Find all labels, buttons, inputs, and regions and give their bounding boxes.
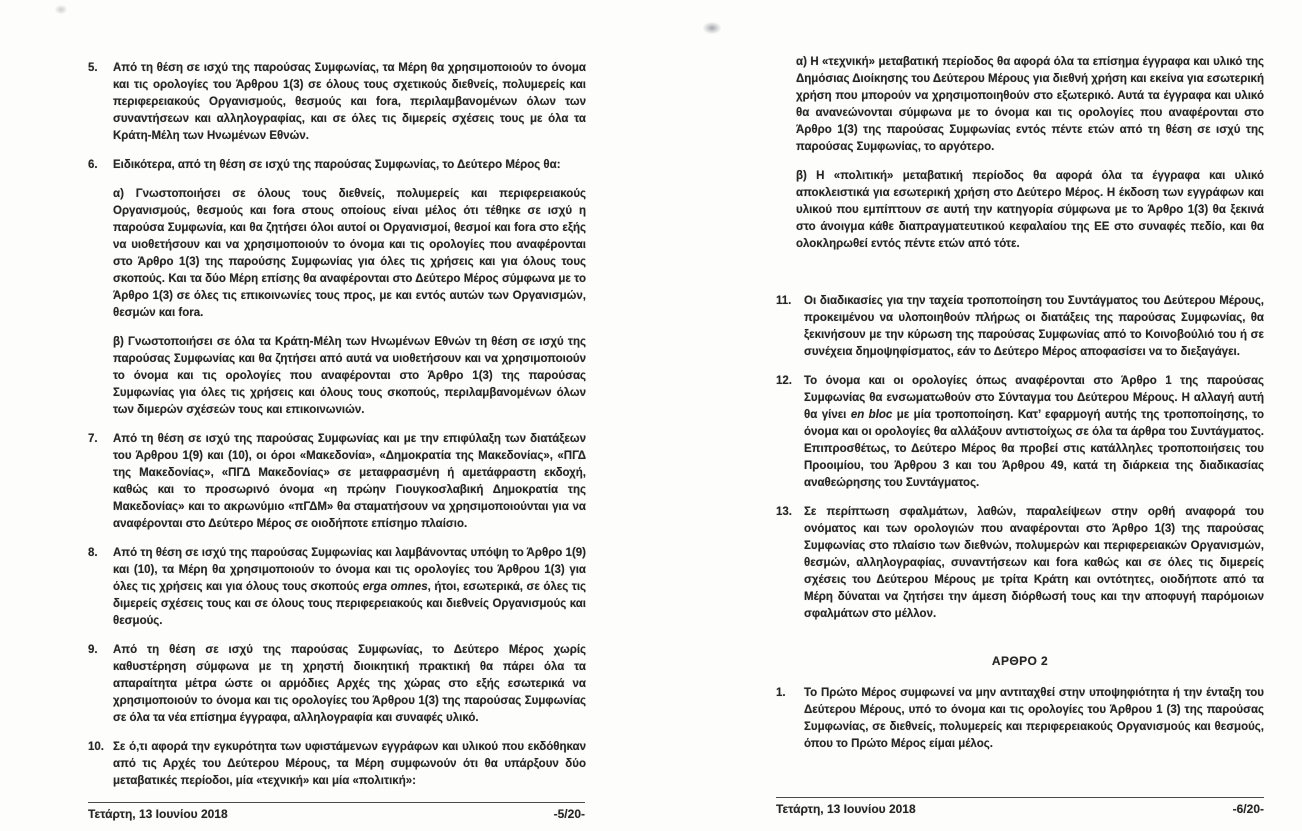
paragraph-text [804,293,1264,361]
paragraph-text [113,642,586,727]
sub-paragraph [796,54,1264,156]
subparagraph-label: α) [796,56,811,68]
paragraph-number: 8. [88,547,98,559]
subparagraph-label: α) [113,188,136,200]
footer-page-number: -6/20- [1232,802,1264,816]
paragraph-text [804,685,1264,753]
text-run: Γνωστοποιήσει σε όλα τα Κράτη-Μέλη των Ηνωμένων Εθνών τη θέση σε ισχύ της παρούσας Συμφωνίας και θα ζητήσει από αυτά να υιοθετήσουν και να χρησιμοποιούν το όνομα και τις ορολογίες που αναφέρονται στο Άρθρο 1(3) της παρούσας Συμφωνίας για όλες τις χρήσεις και όλους τους σκοπούς, περιλαμβανομένων όλων των διμερών σχέσεών τους και επικοινωνιών. [113,336,586,416]
numbered-paragraph [88,642,586,727]
text-run: με μία τροποποίηση. Κατ’ εφαρμογή αυτής της τροποποίησης, το όνομα και οι ορολογίες θα αλλάξουν αντιστοίχως σε όλα τα άρθρα του Συντάγματος. Επιπροσθέτως, το Δεύτερο Μέρος θα προβεί στις κατάλληλες τροποποιήσεις του Προοιμίου, του Άρθρου 3 και του Άρθρου 49, κατά τη διάρκεια της διαδικασίας αναθεώρησης του Συντάγματος. [804,409,1264,489]
text-run: , ήτοι, εσωτερικά, σε όλες τις διμερείς σχέσεις τους και σε όλους τους περιφερειακούς και διεθνείς Οργανισμούς και θεσμούς. [113,581,587,627]
sub-paragraph [113,334,586,419]
subparagraph-label: β) [796,170,817,182]
footer-page-number: -5/20- [553,807,585,821]
paragraph-number: 10. [88,741,104,753]
text-run: Από τη θέση σε ισχύ της παρούσας Συμφωνίας και με την επιφύλαξη των διατάξεων του Άρθρου 1(9) και (10), οι όροι «Μακεδονία», «Δημοκρατία της Μακεδονίας», «ΠΓΔ της Μακεδονίας», «ΠΓΔ Μακεδονίας» σε μεταφρασμένη ή αμετάφραστη εκδοχή, καθώς και το προσωρινό όνομα «η πρώην Γιουγκοσλαβική Δημοκρατία της Μακεδονίας» και το ακρωνύμιο «πΓΔΜ» θα σταματήσουν να χρησιμοποιούνται για να αναφέρονται στο Δεύτερο Μέρος σε οιοδήποτε επίσημο πλαίσιο. [113,433,586,530]
numbered-paragraph [776,373,1264,492]
footer-date: Τετάρτη, 13 Ιουνίου 2018 [776,802,916,816]
numbered-paragraph [776,685,1264,753]
text-run: Από τη θέση σε ισχύ της παρούσας Συμφωνίας, τα Μέρη θα χρησιμοποιούν το όνομα και τις ορολογίες του Άρθρου 1(3) σε όλους τους σχετικούς διεθνείς, πολυμερείς και περιφερειακούς Οργανισμούς, θεσμούς και fora, περιλαμβανομένων όλων των συναντήσεων και αλληλογραφίας, και σε όλες τις διμερείς σχέσεις τους με όλα τα Κράτη-Μέλη των Ηνωμένων Εθνών. [113,62,586,142]
numbered-paragraph [88,157,586,174]
subparagraph-label: β) [113,336,129,348]
text-run: ΑΡΘΡΟ 2 [991,654,1049,668]
sub-paragraph [113,186,586,322]
numbered-paragraph [88,431,586,533]
paragraph-number: 5. [88,62,98,74]
numbered-paragraph [88,739,586,790]
paragraph-number: 11. [776,295,792,307]
paragraph-number: 7. [88,433,98,445]
paragraph-number: 13. [776,506,792,518]
page-footer [88,802,585,821]
paragraph-text [113,60,586,145]
page-footer [776,797,1264,816]
text-run: Γνωστοποιήσει σε όλους τους διεθνείς, πολυμερείς και περιφερειακούς Οργανισμούς, θεσμούς και fora στους οποίους είναι μέλος ότι τέθηκε σε ισχύ η παρούσα Συμφωνία, και θα ζητήσει όλοι αυτοί οι Οργανισμοί, θεσμοί και fora στο εξής να υιοθετήσουν και να χρησιμοποιούν το όνομα και τις ορολογίες που αναφέρονται στο Άρθρο 1(3) της παρούσης Συμφωνίας για όλες τις χρήσεις και για όλους τους σκοπούς. Και τα δύο Μέρη επίσης θα αναφέρονται στο Δεύτερο Μέρος σύμφωνα με το Άρθρο 1(3) σε όλες τις επικοινωνίες τους προς, με και εντός αυτών των Οργανισμών, θεσμών και fora. [113,188,586,319]
footer-date: Τετάρτη, 13 Ιουνίου 2018 [88,807,228,821]
sub-paragraph [796,168,1264,253]
numbered-paragraph [776,293,1264,361]
paragraph-text [113,545,586,630]
paragraph-number: 1. [776,687,786,699]
document-page-left [88,0,586,831]
text-run: Η «πολιτική» μεταβατική περίοδος θα αφορά όλα τα έγγραφα και υλικό αποκλειστικά για εσωτερική χρήση στο Δεύτερο Μέρος. Η έκδοση των εγγράφων και υλικού που εμπίπτουν σε αυτή την κατηγορία σύμφωνα με το Άρθρο 1(3) θα ξεκινά στο άνοιγμα κάθε διαπραγματευτικού κεφαλαίου της ΕΕ στο συναφές πεδίο, και θα ολοκληρωθεί εντός πέντε ετών από τότε. [796,170,1264,250]
paragraph-text [804,504,1264,623]
text-run: Ειδικότερα, από τη θέση σε ισχύ της παρούσας Συμφωνίας, το Δεύτερο Μέρος θα: [113,159,561,171]
text-run: Οι διαδικασίες για την ταχεία τροποποίηση του Συντάγματος του Δεύτερου Μέρους, προκειμένου να υλοποιηθούν πλήρως οι διατάξεις της παρούσας Συμφωνίας, θα ξεκινήσουν με την κύρωση της παρούσας Συμφωνίας από το Κοινοβούλιό του ή σε συνέχεια δημοψηφίσματος, εάν το Δεύτερο Μέρος αποφασίσει να το διεξαγάγει. [804,295,1264,358]
paragraph-text [113,157,586,174]
paragraph-text [113,739,586,790]
text-run: Η «τεχνική» μεταβατική περίοδος θα αφορά όλα τα επίσημα έγγραφα και υλικό της Δημόσιας Διοίκησης του Δεύτερου Μέρους για διεθνή χρήση και εκείνα για εσωτερική χρήση που μπορούν να χρησιμοποιηθούν στο εξωτερικό. Αυτά τα έγγραφα και υλικό θα ανανεώνονται σύμφωνα με το όνομα και τις ορολογίες που αναφέρονται στο Άρθρο 1(3) της παρούσας Συμφωνίας εντός πέντε ετών από τη θέση σε ισχύ της παρούσας Συμφωνίας, το αργότερο. [796,56,1264,153]
article-heading [776,653,1264,669]
scan-artifact [703,22,721,34]
text-run: en bloc [850,409,893,421]
paragraph-text [113,431,586,533]
paragraph-number: 6. [88,159,98,171]
text-run: Από τη θέση σε ισχύ της παρούσας Συμφωνίας και λαμβάνοντας υπόψη το Άρθρο 1(9) και (10), τα Μέρη θα χρησιμοποιούν το όνομα και τις ορολογίες του Άρθρου 1(3) για όλες τις χρήσεις και για όλους τους σκοπούς [113,547,586,593]
scan-artifact [55,5,67,14]
text-run: Από τη θέση σε ισχύ της παρούσας Συμφωνίας, το Δεύτερο Μέρος χωρίς καθυστέρηση σύμφωνα με τη χρηστή διοικητική πρακτική θα πάρει όλα τα απαραίτητα μέτρα ώστε οι αρμόδιες Αρχές της χώρας στο εξής εσωτερικά να χρησιμοποιούν το όνομα και τις ορολογίες του Άρθρου 1(3) της παρούσας Συμφωνίας σε όλα τα νέα επίσημα έγγραφα, αλληλογραφία και συναφές υλικό. [113,644,586,724]
numbered-paragraph [776,504,1264,623]
text-run: erga omnes [362,581,428,593]
numbered-paragraph [88,60,586,145]
paragraph-number: 12. [776,375,792,387]
paragraph-number: 9. [88,644,98,656]
text-run: Σε ό,τι αφορά την εγκυρότητα των υφιστάμενων εγγράφων και υλικού που εκδόθηκαν από τις Αρχές του Δεύτερου Μέρους, τα Μέρη συμφωνούν ότι θα υπάρξουν δύο μεταβατικές περίοδοι, μία «τεχνική» και μία «πολιτική»: [113,741,586,787]
text-run: Σε περίπτωση σφαλμάτων, λαθών, παραλείψεων στην ορθή αναφορά του ονόματος και των ορολογιών που αναφέρονται στο Άρθρο 1(3) της παρούσας Συμφωνίας στο πλαίσιο των διεθνών, πολυμερών και περιφερειακών Οργανισμών, θεσμών, αλληλογραφίας, συναντήσεων και fora καθώς και σε όλες τις διμερείς σχέσεις του Δεύτερου Μέρους με τρίτα Κράτη και οντότητες, οιοδήποτε από τα Μέρη δύναται να ζητήσει την άμεση διόρθωσή τους και την αποφυγή παρόμοιων σφαλμάτων στο μέλλον. [804,506,1264,620]
paragraph-text [804,373,1264,492]
text-run: Το όνομα και οι ορολογίες όπως αναφέρονται στο Άρθρο 1 της παρούσας Συμφωνίας θα ενσωματωθούν στο Σύνταγμα του Δεύτερου Μέρους. Η αλλαγή αυτή θα γίνει [804,375,1264,421]
text-run: Το Πρώτο Μέρος συμφωνεί να μην αντιταχθεί στην υποψηφιότητα ή την ένταξη του Δεύτερου Μέρους, υπό το όνομα και τις ορολογίες του Άρθρου 1 (3) της παρούσας Συμφωνίας, σε διεθνείς, πολυμερείς και περιφερειακούς Οργανισμούς και θεσμούς, όπου το Πρώτο Μέρος είμαι μέλος. [804,687,1264,750]
numbered-paragraph [88,545,586,630]
document-page-right [776,0,1264,831]
